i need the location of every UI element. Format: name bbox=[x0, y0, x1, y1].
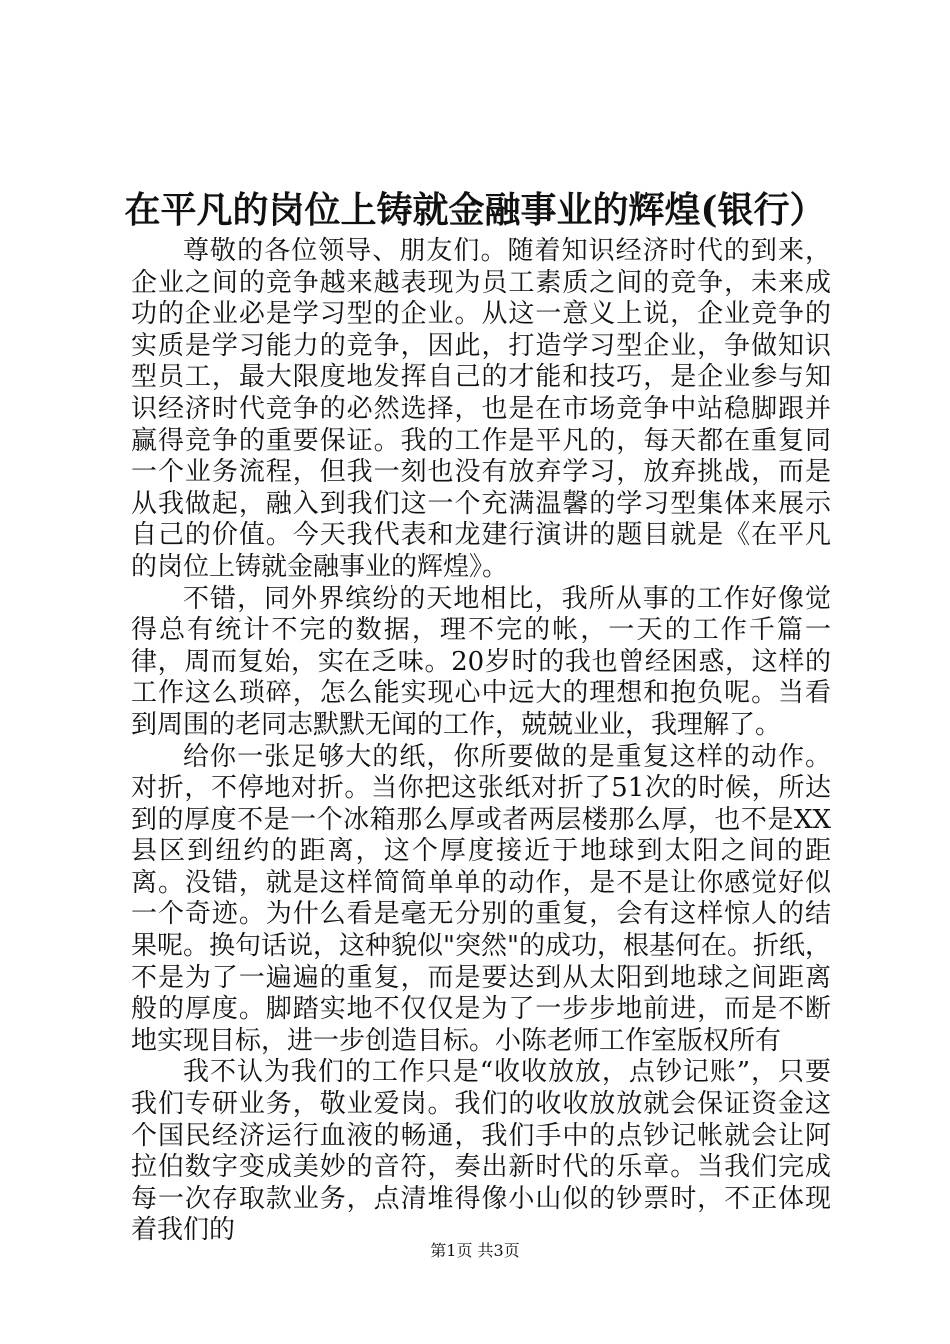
paragraph-1: 尊敬的各位领导、朋友们。随着知识经济时代的到来，企业之间的竞争越来越表现为员工素质之间的竞争，未来成功的企业必是学习型的企业。从这一意义上说，企业竞争的实质是学习能力的竞争，因此，打造学习型企业，争做知识型员工，最大限度地发挥自己的才能和技巧，是企业参与知识经济时代竞争的必然选择，也是在市场竞争中站稳脚跟并赢得竞争的重要保证。我的工作是平凡的，每天都在重复同一个业务流程，但我一刻也没有放弃学习，放弃挑战，而是从我做起，融入到我们这一个充满温馨的学习型集体来展示自己的价值。今天我代表和龙建行演讲的题目就是《在平凡的岗位上铸就金融事业的辉煌》。 bbox=[131, 236, 831, 582]
document-body bbox=[131, 236, 831, 1247]
paragraph-3: 给你一张足够大的纸，你所要做的是重复这样的动作。对折，不停地对折。当你把这张纸对折了51次的时候，所达到的厚度不是一个冰箱那么厚或者两层楼那么厚，也不是XX县区到纽约的距离，这个厚度接近于地球到太阳之间的距离。没错，就是这样简简单单的动作，是不是让你感觉好似一个奇迹。为什么看是毫无分别的重复，会有这样惊人的结果呢。换句话说，这种貌似"突然"的成功，根基何在。折纸，不是为了一遍遍的重复，而是要达到从太阳到地球之间距离般的厚度。脚踏实地不仅仅是为了一步步地前进，而是不断地实现目标，进一步创造目标。小陈老师工作室版权所有 bbox=[131, 741, 831, 1056]
page-footer: 第1页 共3页 bbox=[430, 1241, 520, 1260]
document-title: 在平凡的岗位上铸就金融事业的辉煌(银行） bbox=[124, 189, 826, 231]
paragraph-2: 不错，同外界缤纷的天地相比，我所从事的工作好像觉得总有统计不完的数据，理不完的帐，一天的工作千篇一律，周而复始，实在乏味。20岁时的我也曾经困惑，这样的工作这么琐碎，怎么能实现心中远大的理想和抱负呢。当看到周围的老同志默默无闻的工作，兢兢业业，我理解了。 bbox=[131, 583, 831, 740]
paragraph-4: 我不认为我们的工作只是“收收放放，点钞记账”，只要我们专研业务，敬业爱岗。我们的收收放放就会保证资金这个国民经济运行血液的畅通，我们手中的点钞记帐就会让阿拉伯数字变成美妙的音符，奏出新时代的乐章。当我们完成每一次存取款业务，点清堆得像小山似的钞票时，不正体现着我们的 bbox=[131, 1057, 831, 1246]
